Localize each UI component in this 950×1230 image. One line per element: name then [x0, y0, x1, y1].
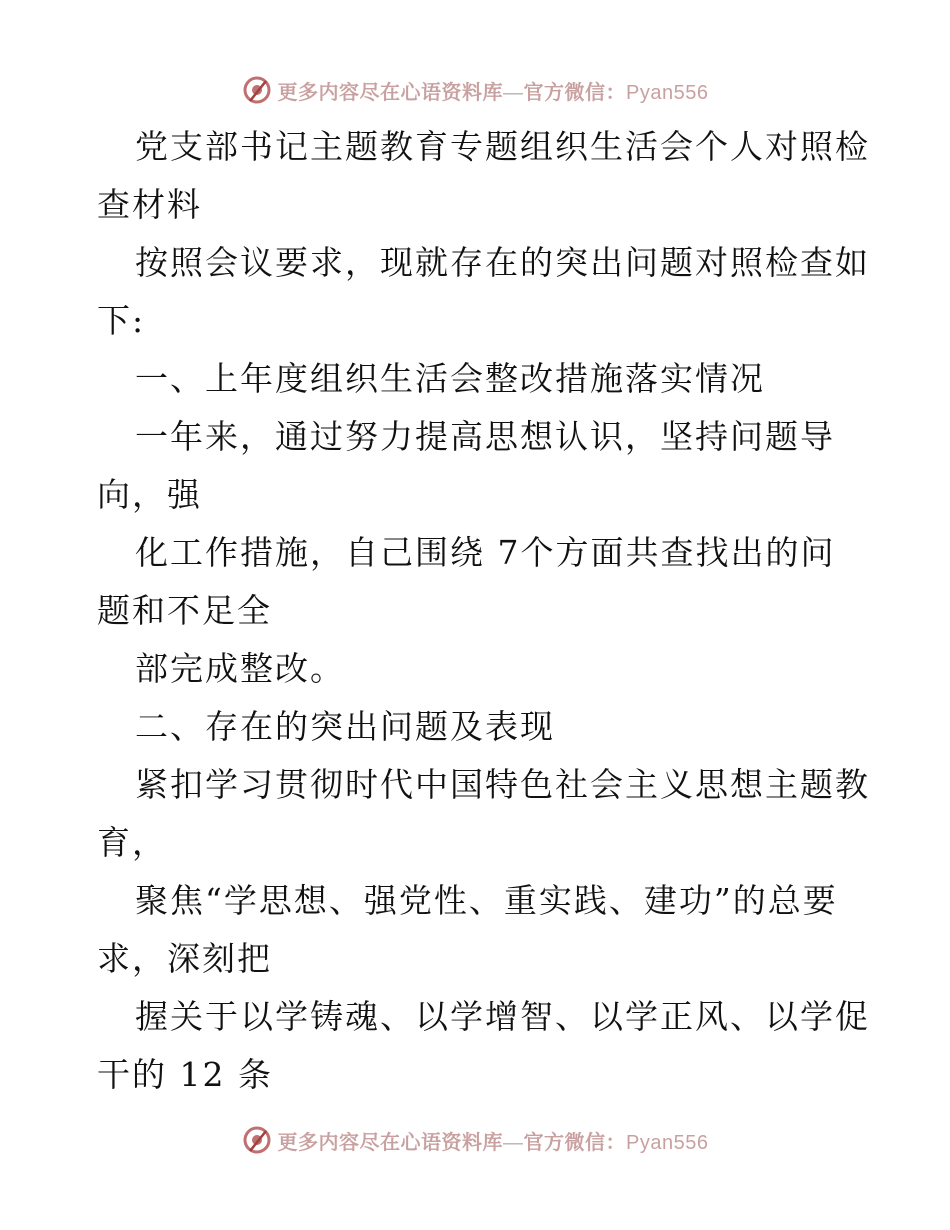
quill-logo-icon	[242, 1125, 272, 1155]
document-body	[97, 118, 870, 1104]
paragraph-line: 一年来，通过努力提高思想认识，坚持问题导	[135, 417, 835, 456]
section-heading-2: 二、存在的突出问题及表现	[135, 707, 555, 746]
watermark-main: 更多内容尽在心语资料库	[277, 81, 504, 104]
paragraph-line: 按照会议要求，现就存在的突出问题对照检查如	[135, 243, 870, 282]
paragraph-line: 握关于以学铸魂、以学增智、以学正风、以学促	[135, 997, 870, 1036]
watermark-wechat-label: 官方微信：	[523, 1131, 627, 1154]
header-watermark	[0, 70, 950, 110]
title-line-2: 查材料	[97, 185, 202, 224]
watermark-wechat-id: Pyan556	[626, 81, 709, 104]
watermark-separator: —	[503, 81, 524, 104]
title-line-1: 党支部书记主题教育专题组织生活会个人对照检	[135, 127, 870, 166]
quill-logo-icon	[242, 75, 272, 105]
paragraph-line: 部完成整改。	[135, 649, 345, 688]
watermark-text	[278, 1126, 709, 1155]
paragraph-line: 化工作措施，自己围绕 7个方面共查找出的问	[135, 533, 836, 572]
paragraph-line: 育，	[97, 823, 167, 862]
paragraph-line: 求，深刻把	[97, 939, 272, 978]
paragraph-line: 聚焦“学思想、强党性、重实践、建功”的总要	[135, 881, 838, 920]
paragraph-line: 紧扣学习贯彻时代中国特色社会主义思想主题教	[135, 765, 870, 804]
watermark-separator: —	[503, 1131, 524, 1154]
watermark-wechat-id: Pyan556	[626, 1131, 709, 1154]
paragraph-line: 向，强	[97, 475, 202, 514]
section-heading-1: 一、上年度组织生活会整改措施落实情况	[135, 359, 765, 398]
paragraph-line: 下:	[97, 301, 146, 340]
watermark-text	[278, 76, 709, 105]
paragraph-line: 题和不足全	[97, 591, 272, 630]
footer-watermark	[0, 1120, 950, 1160]
watermark-main: 更多内容尽在心语资料库	[277, 1131, 504, 1154]
paragraph-line: 干的 12 条	[97, 1055, 273, 1094]
watermark-wechat-label: 官方微信：	[523, 81, 627, 104]
